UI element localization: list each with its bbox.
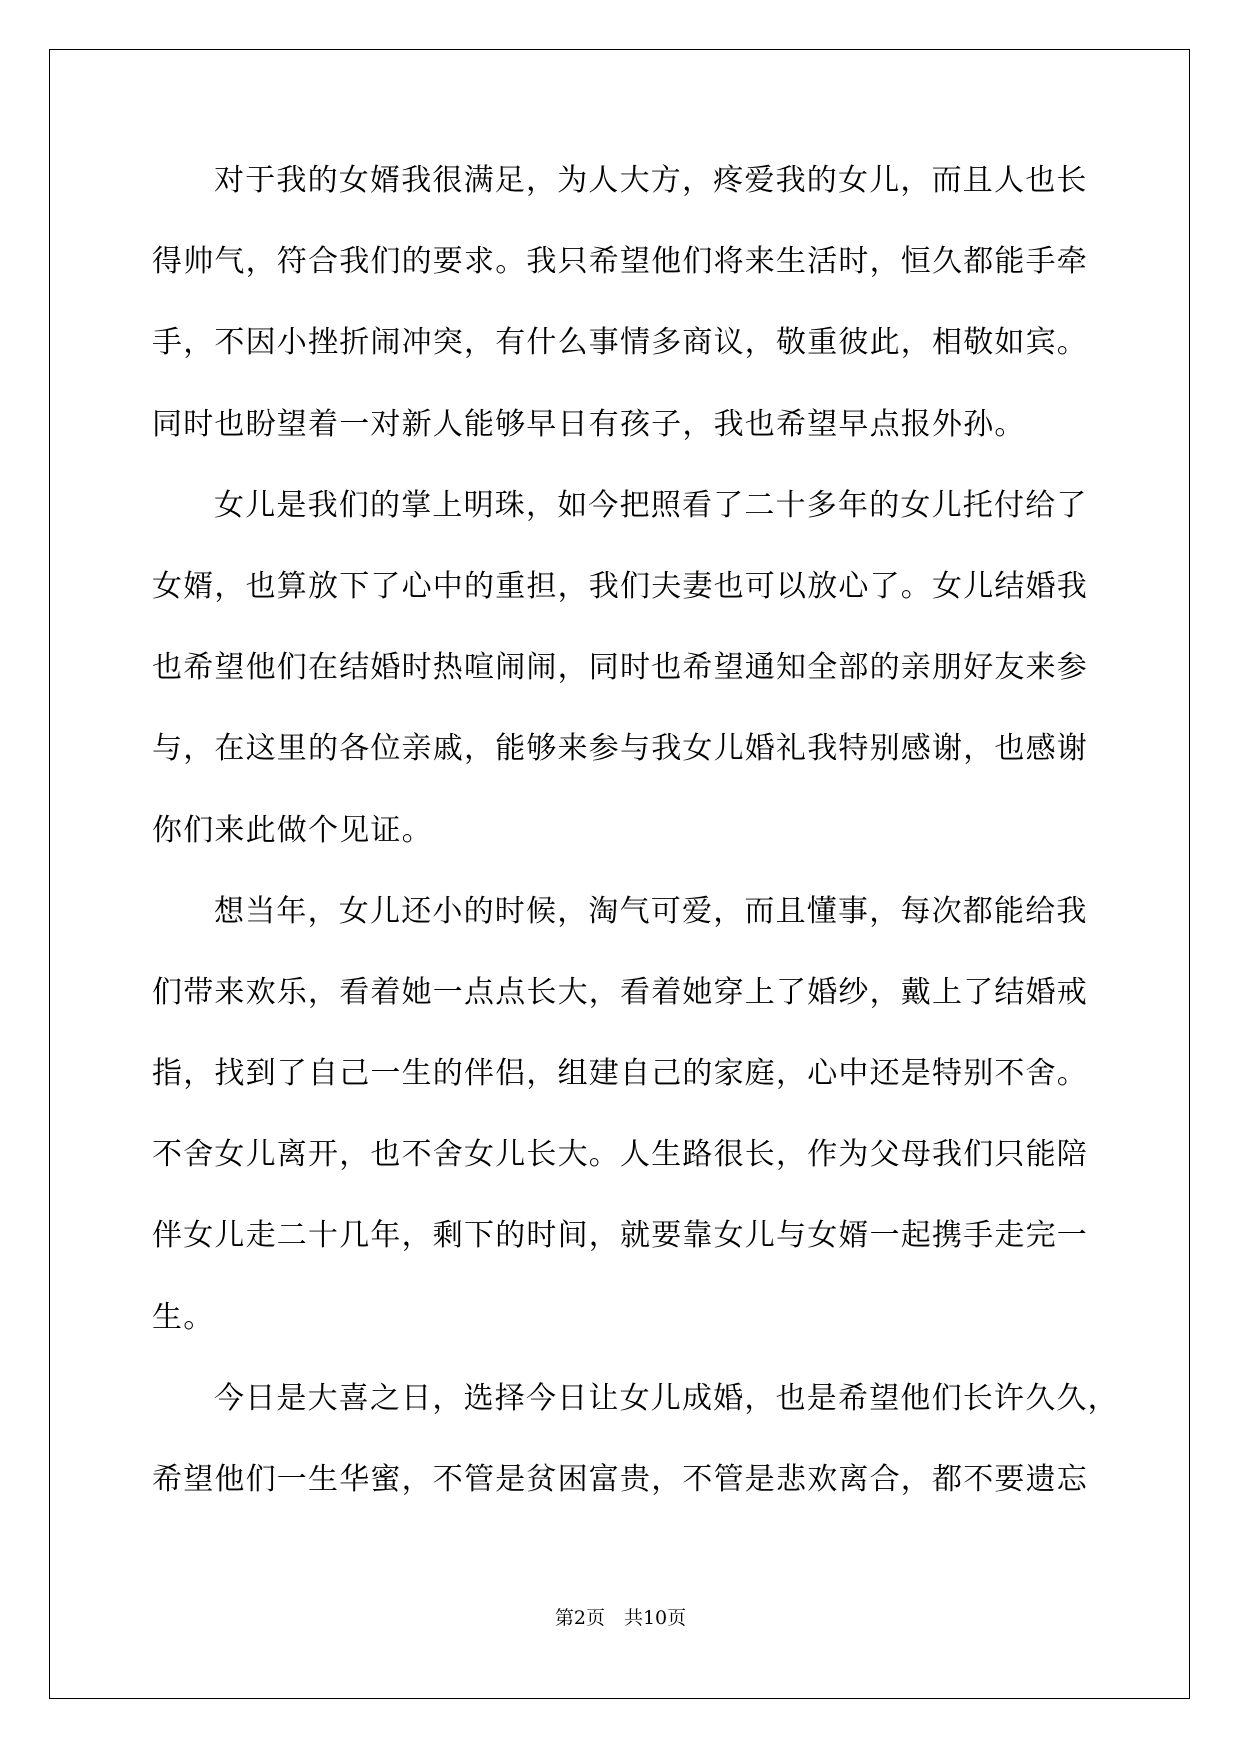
document-body bbox=[152, 160, 1119, 1540]
paragraph-3-line-1: 想当年，女儿还小的时候，淘气可爱，而且懂事，每次都能给我 bbox=[214, 893, 1088, 929]
paragraph-2-line-4: 与，在这里的各位亲戚，能够来参与我女儿婚礼我特别感谢，也感谢 bbox=[152, 731, 1088, 767]
paragraph-3-line-6: 生。 bbox=[152, 1299, 215, 1335]
paragraph-2-line-5: 你们来此做个见证。 bbox=[152, 812, 433, 848]
page-number-footer: 第2页 共10页 bbox=[554, 1607, 687, 1629]
paragraph-2-line-1: 女儿是我们的掌上明珠，如今把照看了二十多年的女儿托付给了 bbox=[214, 487, 1088, 523]
paragraph-1-line-4: 同时也盼望着一对新人能够早日有孩子，我也希望早点报外孙。 bbox=[152, 406, 1026, 442]
paragraph-3-line-5: 伴女儿走二十几年，剩下的时间，就要靠女儿与女婿一起携手走完一 bbox=[152, 1218, 1088, 1254]
paragraph-1-line-2: 得帅气，符合我们的要求。我只希望他们将来生活时，恒久都能手牵 bbox=[152, 244, 1088, 280]
paragraph-2-line-3: 也希望他们在结婚时热喧闹闹，同时也希望通知全部的亲朋好友来参 bbox=[152, 650, 1088, 686]
paragraph-2-line-2: 女婿，也算放下了心中的重担，我们夫妻也可以放心了。女儿结婚我 bbox=[152, 568, 1088, 604]
paragraph-1-line-3: 手，不因小挫折闹冲突，有什么事情多商议，敬重彼此，相敬如宾。 bbox=[152, 325, 1088, 361]
paragraph-3-line-2: 们带来欢乐，看着她一点点长大，看着她穿上了婚纱，戴上了结婚戒 bbox=[152, 974, 1088, 1010]
paragraph-4-line-2: 希望他们一生华蜜，不管是贫困富贵，不管是悲欢离合，都不要遗忘 bbox=[152, 1462, 1088, 1497]
paragraph-3-line-4: 不舍女儿离开，也不舍女儿长大。人生路很长，作为父母我们只能陪 bbox=[152, 1137, 1088, 1173]
paragraph-4-line-1: 今日是大喜之日，选择今日让女儿成婚，也是希望他们长许久久， bbox=[214, 1380, 1119, 1416]
paragraph-3-line-3: 指，找到了自己一生的伴侣，组建自己的家庭，心中还是特别不舍。 bbox=[152, 1056, 1088, 1092]
paragraph-1-line-1: 对于我的女婿我很满足，为人大方，疼爱我的女儿，而且人也长 bbox=[214, 163, 1088, 198]
